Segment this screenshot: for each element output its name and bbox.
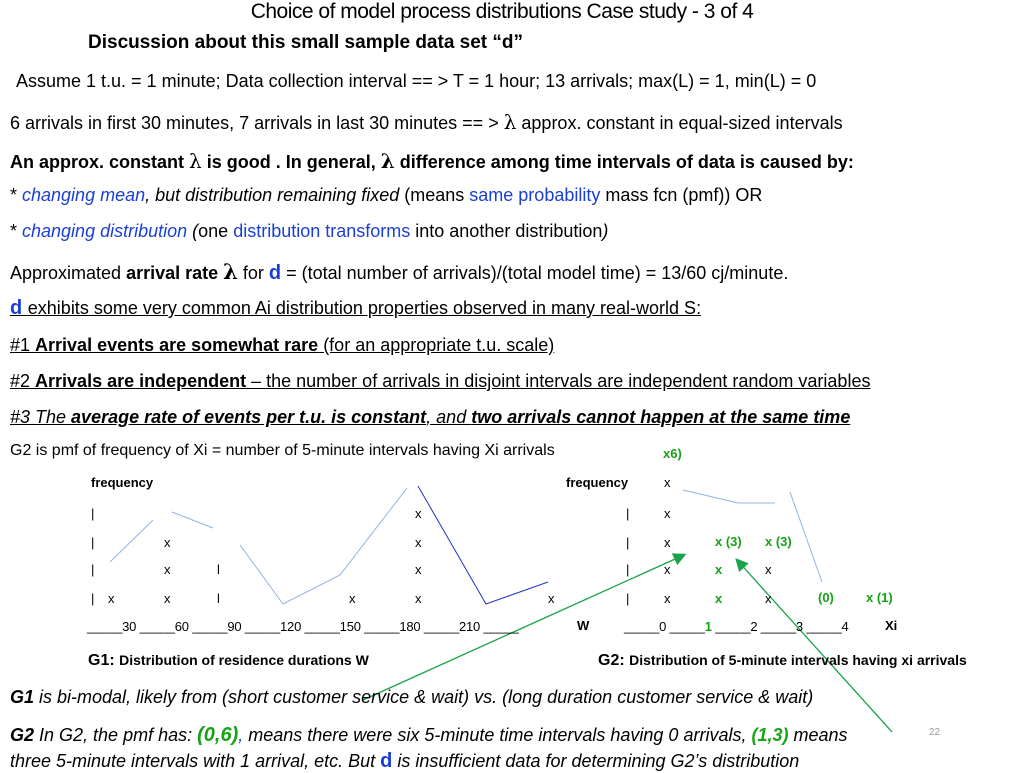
page-title: Choice of model process distributions Case study - 3 of 4 <box>250 0 754 23</box>
text: , and <box>426 407 472 427</box>
text: means there were six 5-minute time intervals having 0 arrivals, <box>243 725 752 745</box>
text: Distribution of 5-minute intervals having xi arrivals <box>629 652 967 668</box>
g1-x-axis-label: W <box>577 618 590 633</box>
text: In G2, the pmf has: <box>34 725 198 745</box>
text: – the number of arrivals in disjoint intervals are independent random variables <box>246 371 871 391</box>
g1-explanation <box>10 687 813 708</box>
text: distribution transforms <box>233 221 411 241</box>
g2-explanation <box>10 724 848 747</box>
g1-mark: x <box>548 591 555 606</box>
text: 1 <box>704 619 712 634</box>
arrivals-text: 6 arrivals in first 30 minutes, 7 arrivals in last 30 minutes == > <box>10 113 504 133</box>
text: An approx. constant <box>10 152 190 172</box>
g1-axis-tick: | <box>91 591 95 606</box>
text: three 5-minute intervals with 1 arrival, etc. But <box>10 751 381 771</box>
g1-curve-left <box>110 520 153 562</box>
g2-axis-tick: | <box>626 562 630 577</box>
text: #1 <box>10 335 36 355</box>
text: into another distribution <box>410 221 603 241</box>
g2-x0-label: (0) <box>818 590 834 605</box>
d-symbol: d <box>268 262 282 284</box>
g2-axis-tick: | <box>626 591 630 606</box>
text: changing mean <box>22 185 146 205</box>
g1-mark: x <box>164 535 171 550</box>
g1-axis-tick: | <box>91 535 95 550</box>
page-subtitle: Discussion about this small sample data set “d” <box>88 32 524 53</box>
text: G1: <box>88 652 120 669</box>
text: (for an appropriate t.u. scale) <box>318 335 555 355</box>
text: for <box>237 263 269 283</box>
g2-frequency-label: frequency <box>566 475 629 490</box>
pair-0-6: (0,6) <box>197 724 239 746</box>
g1-mark: x <box>415 535 422 550</box>
text: (means <box>399 185 470 205</box>
text: exhibits some very common Ai distribution properties observed in many real-world S: <box>27 298 702 318</box>
text: is bi-modal, likely from (short customer service & wait) vs. (long duration customer service & wait) <box>34 687 814 707</box>
g1-curve-mid <box>172 512 213 528</box>
g2-mark: x <box>664 591 671 606</box>
text: average rate of events per t.u. is constant <box>71 407 427 427</box>
g2-axis-tick: | <box>626 506 630 521</box>
g2-x3-label: x (3) <box>765 534 792 549</box>
g1-mark-l: l <box>217 591 220 606</box>
text: , <box>238 725 244 745</box>
g1-x-axis: _____30 _____60 _____90 _____120 _____150 _____180 _____210 _____ <box>87 619 519 634</box>
g1-mark: x <box>164 562 171 577</box>
g1-curve-valley <box>240 488 407 604</box>
g2-mark: x <box>765 562 772 577</box>
text: Arrivals are independent <box>35 371 247 391</box>
text: ) <box>602 221 609 241</box>
text: ( <box>187 221 199 241</box>
g1-caption <box>88 652 369 670</box>
g1-mark: x <box>415 562 422 577</box>
last-line <box>10 750 799 773</box>
g2-axis-tick: | <box>626 535 630 550</box>
text: Approximated <box>10 263 127 283</box>
bullet: * <box>10 221 23 241</box>
text: _____2 _____3 _____4 <box>711 619 849 634</box>
g1-mark-l: l <box>217 562 220 577</box>
text: #2 <box>10 371 36 391</box>
lambda-symbol: λ <box>380 149 395 173</box>
g2-description: G2 is pmf of frequency of Xi = number of 5-minute intervals having Xi arrivals <box>10 442 555 459</box>
text: difference among time intervals of data is caused by: <box>394 152 854 172</box>
text: _____0 _____ <box>624 619 705 634</box>
text: G2 <box>10 725 35 745</box>
g1-mark: x <box>415 506 422 521</box>
g2-x3-label: x (3) <box>715 534 742 549</box>
g1-mark: x <box>164 591 171 606</box>
text: is insufficient data for determining G2’s distribution <box>392 751 800 771</box>
g2-mark: x <box>715 562 723 577</box>
g2-curve-right <box>790 492 822 582</box>
g2-caption <box>598 652 967 670</box>
text: G1 <box>10 687 35 707</box>
text: one <box>198 221 234 241</box>
page-number: 22 <box>929 727 941 738</box>
text: , but distribution remaining fixed <box>145 185 400 205</box>
text: two arrivals cannot happen at the same time <box>471 407 851 427</box>
lambda-symbol: λ <box>223 259 238 284</box>
text: G2: <box>598 652 630 669</box>
g1-mark: x <box>349 591 356 606</box>
pair-1-3: (1,3) <box>751 725 789 745</box>
g2-mark: x <box>664 535 671 550</box>
arrivals-text-end: approx. constant in equal-sized intervals <box>516 113 843 133</box>
g1-mark: x <box>108 591 115 606</box>
text: = (total number of arrivals)/(total model time) = 13/60 cj/minute. <box>281 263 789 283</box>
g2-x-axis <box>624 619 849 634</box>
g1-curve-peak <box>418 486 548 604</box>
text: mass fcn (pmf)) OR <box>600 185 763 205</box>
g2-mark: x <box>664 506 671 521</box>
x6-label: x6) <box>663 446 682 461</box>
lambda-symbol: λ <box>189 149 202 173</box>
d-symbol: d <box>380 750 393 772</box>
g2-mark: x <box>664 562 671 577</box>
g2-mark: x <box>765 591 772 606</box>
d-symbol: d <box>10 297 28 319</box>
lambda-symbol: λ <box>503 110 517 134</box>
bullet: * <box>10 185 23 205</box>
g1-frequency-label: frequency <box>91 475 154 490</box>
g1-mark: x <box>415 591 422 606</box>
text: Distribution of residence durations W <box>119 652 369 668</box>
g2-mark: x <box>715 591 723 606</box>
text: Arrival events are somewhat rare <box>35 335 319 355</box>
text: is good . In general, <box>201 152 381 172</box>
g1-axis-tick: | <box>91 562 95 577</box>
g2-curve <box>683 490 775 503</box>
text: changing distribution <box>22 221 188 241</box>
g2-mark: x <box>664 475 671 490</box>
assumption-line: Assume 1 t.u. = 1 minute; Data collection interval == > T = 1 hour; 13 arrivals; max(L) = 1, min(L) = 0 <box>16 71 817 91</box>
text: #3 The <box>10 407 72 427</box>
text: arrival rate <box>126 263 219 283</box>
g2-x1-label: x (1) <box>866 590 893 605</box>
g1-axis-tick: | <box>91 506 95 521</box>
text: same probability <box>469 185 601 205</box>
text: means <box>788 725 848 745</box>
g2-x-axis-label: Xi <box>885 618 898 633</box>
